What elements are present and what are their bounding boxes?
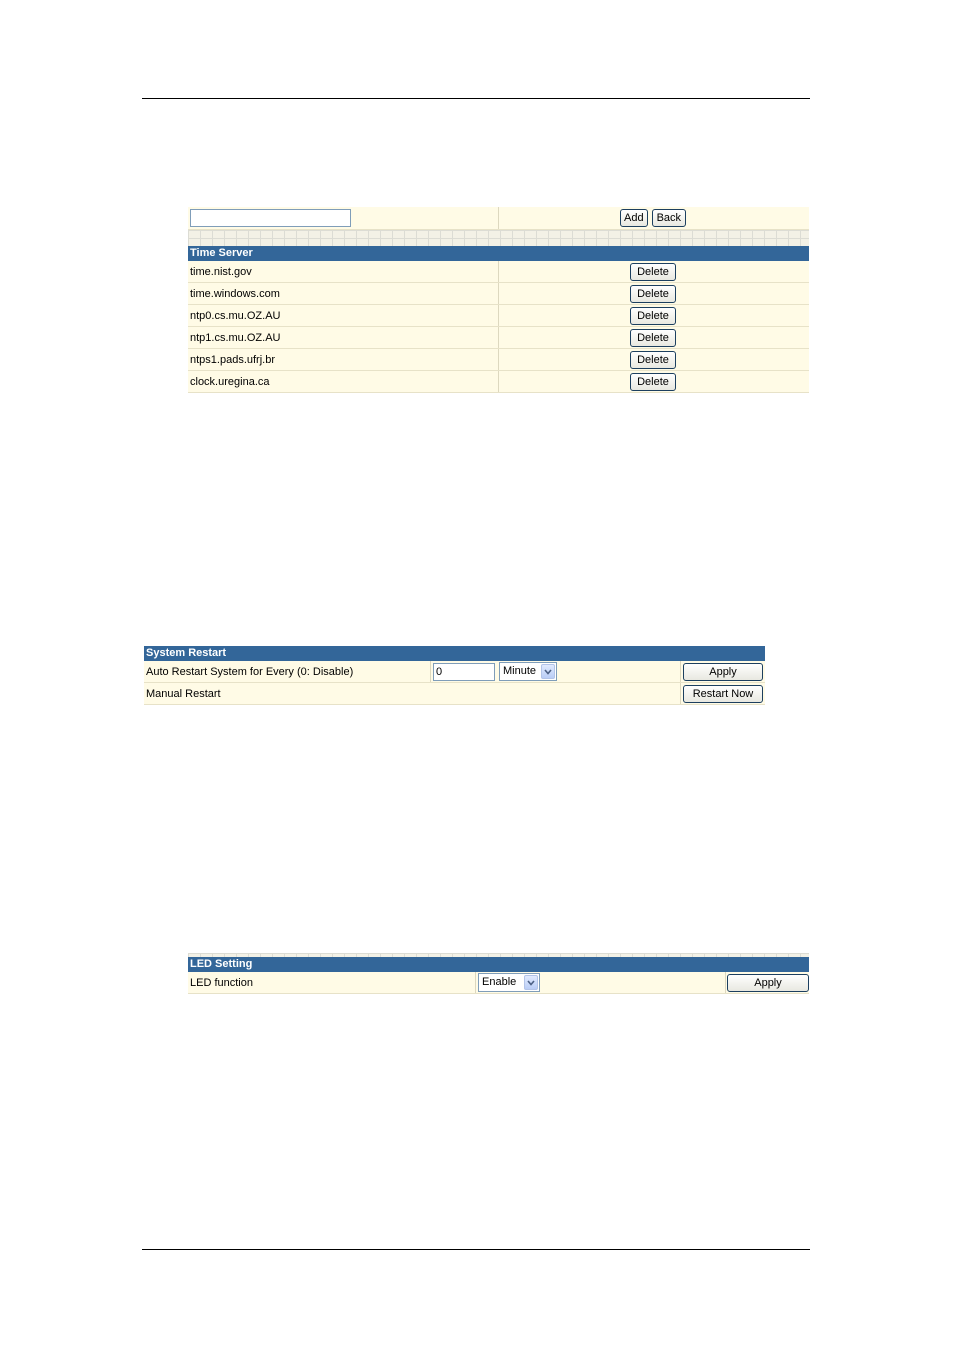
time-server-row: [188, 349, 809, 371]
grid-separator: [188, 230, 809, 246]
new-time-server-input[interactable]: [190, 209, 351, 227]
time-server-name: ntps1.pads.ufrj.br: [190, 353, 275, 366]
chevron-down-icon[interactable]: [524, 975, 538, 990]
led-function-label: LED function: [190, 976, 253, 989]
add-server-input-cell: [188, 207, 498, 229]
time-server-action-cell: [498, 371, 809, 392]
delete-server-button[interactable]: Delete: [630, 285, 676, 303]
auto-restart-controls-cell: [430, 661, 680, 682]
led-apply-button[interactable]: Apply: [727, 974, 809, 992]
time-server-action-cell: [498, 305, 809, 326]
time-server-name-cell: [188, 371, 498, 392]
manual-restart-label-cell: [144, 683, 680, 704]
led-apply-cell: [725, 972, 809, 993]
time-server-row: [188, 371, 809, 393]
back-button[interactable]: Back: [652, 209, 686, 227]
top-rule: [142, 98, 810, 99]
restart-apply-button[interactable]: Apply: [683, 663, 763, 681]
time-server-panel: [188, 207, 809, 393]
restart-interval-input[interactable]: [433, 663, 495, 681]
time-server-name: ntp1.cs.mu.OZ.AU: [190, 331, 281, 344]
auto-restart-apply-cell: [680, 661, 765, 682]
time-server-action-cell: [498, 283, 809, 304]
add-server-row: [188, 207, 809, 230]
time-server-name-cell: [188, 305, 498, 326]
time-server-name: ntp0.cs.mu.OZ.AU: [190, 309, 281, 322]
time-server-name-cell: [188, 349, 498, 370]
add-server-actions-cell: [498, 207, 809, 229]
time-server-header: Time Server: [188, 246, 809, 261]
led-function-value: Enable: [482, 976, 517, 988]
delete-server-button[interactable]: Delete: [630, 351, 676, 369]
manual-restart-label: Manual Restart: [146, 687, 221, 700]
delete-server-button[interactable]: Delete: [630, 263, 676, 281]
led-function-select-cell: [475, 972, 725, 993]
time-server-action-cell: [498, 327, 809, 348]
delete-server-button[interactable]: Delete: [630, 329, 676, 347]
time-server-action-cell: [498, 349, 809, 370]
led-setting-panel: [188, 953, 809, 994]
time-server-list: [188, 261, 809, 393]
add-button[interactable]: Add: [620, 209, 648, 227]
auto-restart-label-cell: [144, 661, 430, 682]
time-server-name-cell: [188, 283, 498, 304]
delete-server-button[interactable]: Delete: [630, 307, 676, 325]
time-server-action-cell: [498, 261, 809, 282]
system-restart-panel: [144, 646, 765, 705]
delete-server-button[interactable]: Delete: [630, 373, 676, 391]
time-server-name: time.nist.gov: [190, 265, 252, 278]
system-restart-header: System Restart: [144, 646, 765, 661]
manual-restart-row: [144, 683, 765, 705]
led-function-select[interactable]: [478, 973, 540, 992]
led-function-row: [188, 972, 809, 994]
time-server-row: [188, 327, 809, 349]
restart-now-button[interactable]: Restart Now: [683, 685, 763, 703]
led-setting-header: LED Setting: [188, 957, 809, 972]
bottom-rule: [142, 1249, 810, 1250]
time-server-row: [188, 261, 809, 283]
auto-restart-row: [144, 661, 765, 683]
chevron-down-icon[interactable]: [541, 664, 555, 679]
time-server-name-cell: [188, 327, 498, 348]
time-server-row: [188, 305, 809, 327]
time-server-name: clock.uregina.ca: [190, 375, 270, 388]
time-server-name-cell: [188, 261, 498, 282]
restart-unit-select[interactable]: [499, 662, 557, 681]
manual-restart-button-cell: [680, 683, 765, 704]
restart-unit-value: Minute: [503, 665, 537, 677]
auto-restart-label: Auto Restart System for Every (0: Disable): [146, 665, 354, 678]
time-server-row: [188, 283, 809, 305]
time-server-name: time.windows.com: [190, 287, 280, 300]
led-function-label-cell: [188, 972, 475, 993]
